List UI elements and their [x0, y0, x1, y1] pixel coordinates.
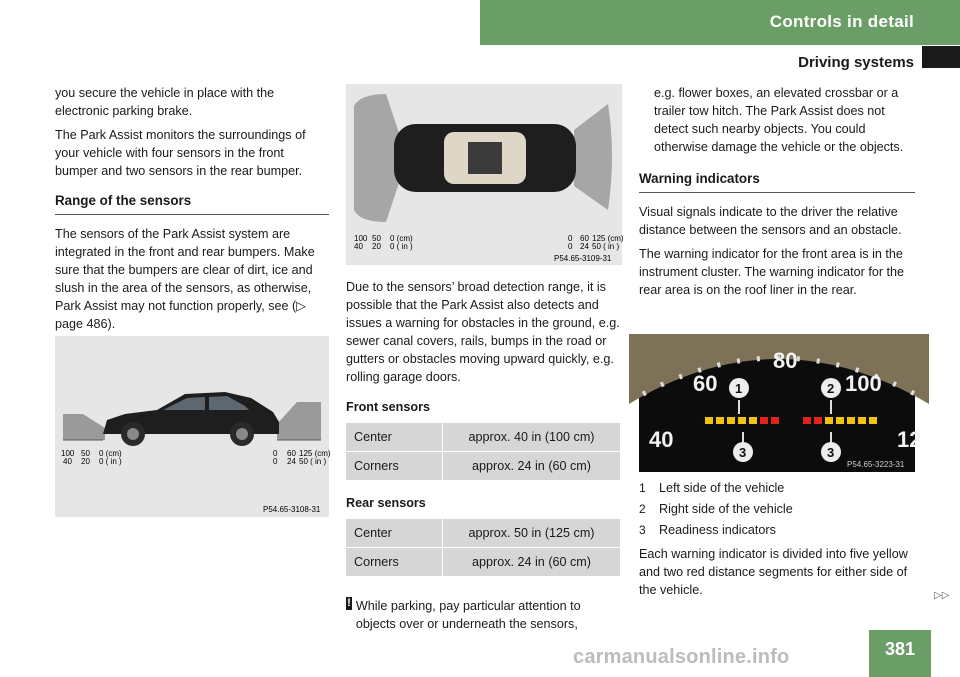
figure-id: P54.65-3108-31 [263, 505, 321, 514]
table-cell: Center [346, 519, 443, 548]
speed-label: 12 [897, 427, 922, 452]
scale-label: 100 [354, 234, 368, 243]
legend-text: Readiness indicators [659, 523, 776, 537]
scale-label: 50 ( in ) [592, 242, 620, 251]
section-title: Controls in detail [769, 12, 914, 31]
yellow-segment [705, 417, 713, 424]
scale-label: 0 ( in ) [99, 457, 122, 466]
scale-label: 100 [61, 449, 75, 458]
scale-label: 20 [81, 457, 90, 466]
car-top-illustration [346, 84, 622, 265]
scale-label: 0 (cm) [390, 234, 413, 243]
column-3-lower [639, 479, 915, 605]
table-cell: Center [346, 423, 443, 452]
scale-label: 0 (cm) [99, 449, 122, 458]
scale-label: 125 (cm) [592, 234, 624, 243]
car-side-illustration [55, 336, 329, 517]
yellow-segment [825, 417, 833, 424]
car-top-body [394, 124, 576, 192]
front-sensor-range [63, 414, 105, 440]
callout-number: 1 [735, 381, 743, 396]
speed-label: 60 [693, 371, 718, 396]
front-sensors-heading: Front sensors [346, 400, 430, 414]
figure-gauge [639, 334, 922, 472]
figure-id: P54.65-3223-31 [847, 460, 905, 469]
column-3 [639, 84, 915, 305]
warning-icon: ! [347, 597, 351, 609]
red-segment [803, 417, 811, 424]
table-cell: approx. 24 in (60 cm) [443, 452, 621, 481]
yellow-segment [869, 417, 877, 424]
figure-car-side [55, 336, 329, 517]
legend-number: 2 [639, 502, 646, 516]
yellow-segment [727, 417, 735, 424]
scale-label: 0 [273, 449, 278, 458]
speed-label: 40 [649, 427, 674, 452]
red-segment [771, 417, 779, 424]
paragraph: The Park Assist monitors the surroundings of your vehicle with four sensors in the front bumper and two sensors in the rear bumper. [55, 128, 306, 178]
legend-item [639, 479, 915, 497]
scale-label: 0 [568, 242, 573, 251]
callout-number: 3 [827, 445, 835, 460]
column-1 [55, 84, 329, 339]
legend-text: Left side of the vehicle [659, 481, 785, 495]
yellow-segment [858, 417, 866, 424]
legend-text: Right side of the vehicle [659, 502, 793, 516]
table-cell: approx. 24 in (60 cm) [443, 548, 621, 577]
right-warning-segments [803, 417, 877, 424]
legend-number: 1 [639, 481, 646, 495]
page-number: 381 [869, 630, 931, 677]
section-heading: Warning indicators [639, 170, 915, 193]
scale-label: 40 [63, 457, 72, 466]
red-segment [760, 417, 768, 424]
paragraph: The warning indicator for the front area is in the instrument cluster. The warning indicator for the rear area is on the roof liner in the rear. [639, 247, 905, 297]
callout-number: 2 [827, 381, 835, 396]
scale-label: 60 [287, 449, 296, 458]
speed-label: 100 [845, 371, 882, 396]
paragraph: e.g. flower boxes, an elevated crossbar or a trailer tow hitch. The Park Assist does not detect such nearby objects. You could otherwise damage the vehicle or the objects. [654, 86, 904, 154]
note-text: While parking, pay particular attention to objects over or underneath the sensors, [355, 599, 581, 631]
figure-id: P54.65-3109-31 [554, 254, 612, 263]
callout-number: 3 [739, 445, 747, 460]
rear-sensor-range [574, 104, 612, 210]
yellow-segment [847, 417, 855, 424]
scale-label: 24 [580, 242, 589, 251]
scale-label: 0 [273, 457, 278, 466]
section-heading: Range of the sensors [55, 192, 329, 215]
scale-label: 50 [81, 449, 90, 458]
legend-item [639, 500, 915, 518]
scale-label: 60 [580, 234, 589, 243]
red-segment [814, 417, 822, 424]
table-row [346, 452, 620, 481]
table-row [346, 519, 620, 548]
table-cell: Corners [346, 452, 443, 481]
yellow-segment [749, 417, 757, 424]
paragraph: Due to the sensors’ broad detection range, it is possible that the Park Assist also detects and issues a warning for obstacles in the ground, e.g. sewer canal covers, rails, bumps in the road or gutters or obstacles moving upward quickly, e.g. rolling garage doors. [346, 280, 620, 384]
front-sensors-table [346, 423, 620, 481]
instrument-cluster-illustration [639, 334, 922, 472]
legend-number: 3 [639, 523, 646, 537]
rear-sensor-range [277, 402, 321, 440]
subsection-title: Driving systems [798, 54, 914, 71]
scale-label: 50 ( in ) [299, 457, 327, 466]
paragraph: you secure the vehicle in place with the electronic parking brake. [55, 86, 275, 118]
paragraph: The sensors of the Park Assist system are integrated in the front and rear bumpers. Make sure that the bumpers are clear of dirt, ice and slush in the area of the sensors, as otherwise, Park Assist may not function properly, see (▷ page 486). [55, 227, 315, 331]
scale-label: 24 [287, 457, 296, 466]
legend-item [639, 521, 915, 539]
watermark: carmanualsonline.info [573, 646, 790, 668]
continue-marker: ▷▷ [934, 590, 950, 601]
table-cell: approx. 50 in (125 cm) [443, 519, 621, 548]
paragraph: Each warning indicator is divided into five yellow and two red distance segments for either side of the vehicle. [639, 547, 908, 597]
yellow-segment [738, 417, 746, 424]
table-row [346, 548, 620, 577]
paragraph: Visual signals indicate to the driver the relative distance between the sensors and an obstacle. [639, 205, 902, 237]
table-cell: Corners [346, 548, 443, 577]
rear-sensors-heading: Rear sensors [346, 496, 426, 510]
scale-label: 40 [354, 242, 363, 251]
yellow-segment [716, 417, 724, 424]
table-cell: approx. 40 in (100 cm) [443, 423, 621, 452]
yellow-segment [836, 417, 844, 424]
rear-sensors-table [346, 519, 620, 577]
car-body [103, 392, 279, 446]
left-warning-segments [705, 417, 779, 424]
header-tab [922, 46, 960, 68]
speed-label: 80 [773, 348, 798, 373]
scale-label: 125 (cm) [299, 449, 331, 458]
note [346, 597, 622, 633]
figure-car-top [346, 84, 622, 265]
scale-label: 20 [372, 242, 381, 251]
scale-label: 50 [372, 234, 381, 243]
column-2 [346, 278, 622, 633]
scale-label: 0 [568, 234, 573, 243]
table-row [346, 423, 620, 452]
scale-label: 0 ( in ) [390, 242, 413, 251]
